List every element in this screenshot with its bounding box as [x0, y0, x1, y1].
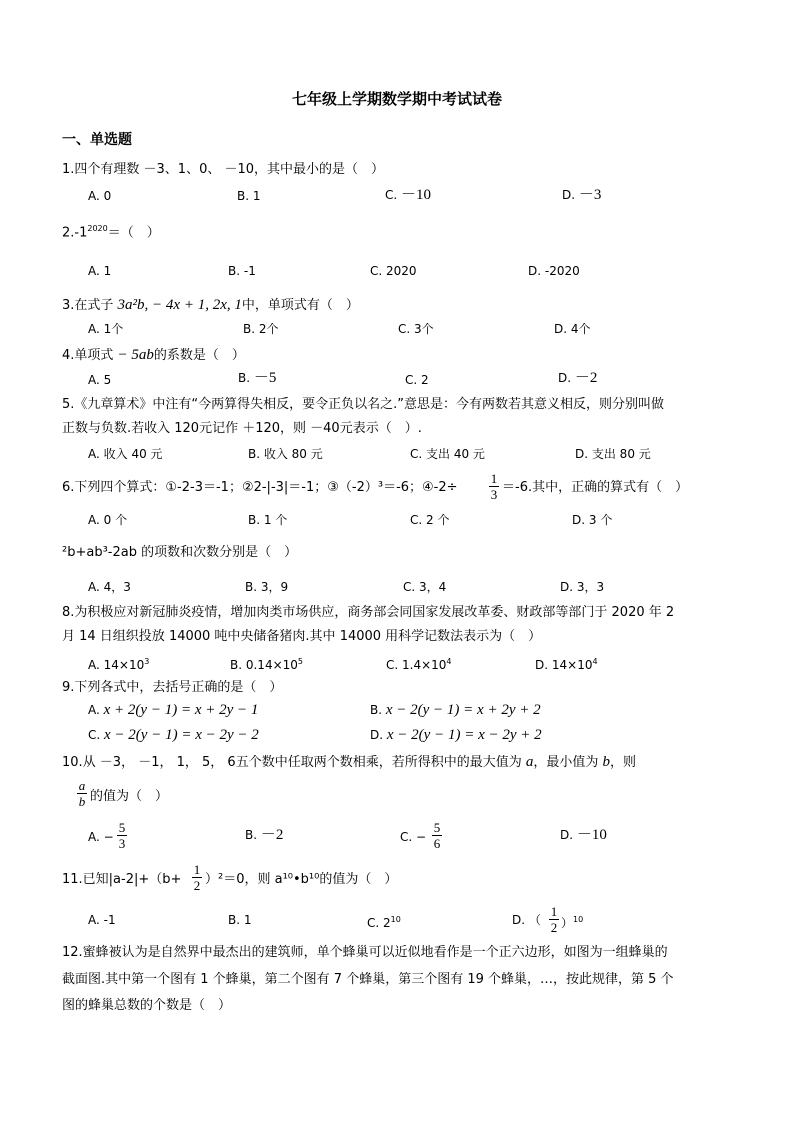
q5-option-d: D. 支出 80 元 [575, 447, 651, 461]
question-12-line1: 12.蜜蜂被认为是自然界中最杰出的建筑师，单个蜂巢可以近似地看作是一个正六边形，如图为一组蜂巢的 [62, 945, 668, 960]
q4-option-c: C. 2 [405, 373, 429, 387]
question-8-line1: 8.为积极应对新冠肺炎疫情，增加肉类市场供应，商务部会同国家发展改革委、财政部等部门于 2020 年 2 [62, 605, 675, 620]
q7-option-b: B. 3，9 [245, 580, 289, 594]
q10-fraction: a b [78, 778, 86, 809]
q10-option-c-fraction: 5 6 [433, 820, 441, 851]
q2-option-d: D. -2020 [528, 264, 580, 278]
q6-option-a: A. 0 个 [88, 513, 128, 527]
q6-option-d: D. 3 个 [572, 513, 613, 527]
question-5-line2: 正数与负数.若收入 120元记作 ＋120，则 －40元表示（ ）. [62, 421, 422, 436]
q1-option-a: A. 0 [88, 189, 112, 203]
q9-option-b: B. x − 2(y − 1) = x + 2y + 2 [370, 702, 541, 718]
q4-option-a: A. 5 [88, 373, 112, 387]
q5-option-c: C. 支出 40 元 [410, 447, 485, 461]
q5-option-a: A. 收入 40 元 [88, 447, 163, 461]
q8-option-c: C. $1.4\times 10^4$ [386, 657, 452, 672]
section-heading: 一、单选题 [62, 132, 132, 148]
q8-option-d: D. $14\times 10^4$ [535, 657, 598, 672]
question-10-stem-part2: 的值为（ ） [90, 789, 169, 804]
q11-option-d-tail: ）$^{10}$ [561, 915, 584, 930]
q3-option-a: A. 1个 [88, 322, 124, 336]
question-7-stem: ²b+ab³-2ab 的项数和次数分别是（ ） [62, 545, 298, 560]
q3-option-d: D. 4个 [554, 322, 591, 336]
q10-option-c-label: C. − [400, 830, 427, 844]
q1-option-b: B. 1 [237, 189, 261, 203]
q11-fraction: 1 2 [193, 862, 201, 893]
question-11-stem-part1: 11.已知|a-2|+（b+ [62, 872, 182, 887]
q2-option-c: C. 2020 [370, 264, 417, 278]
q2-option-a: A. 1 [88, 264, 112, 278]
q4-option-b: B. －5 [238, 370, 277, 386]
question-12-line2: 截面图.其中第一个图有 1 个蜂巢，第二个图有 7 个蜂巢，第三个图有 19 个蜂巢，…，按此规律，第 5 个 [62, 972, 674, 987]
q7-option-d: D. 3，3 [560, 580, 605, 594]
question-3-stem: 3.在式子 3a²b, − 4x + 1, 2x, 1中，单项式有（ ） [62, 297, 359, 313]
q4-option-d: D. －2 [558, 370, 598, 386]
question-8-line2: 月 14 日组织投放 14000 吨中央储备猪肉.其中 14000 用科学记数法表示为（ ） [62, 629, 542, 644]
question-9-stem: 9.下列各式中，去括号正确的是（ ） [62, 680, 283, 695]
q3-option-c: C. 3个 [398, 322, 434, 336]
q6-option-b: B. 1 个 [248, 513, 288, 527]
q11-option-c: C. $2^{10}$ [367, 915, 401, 930]
q6-fraction: 1 3 [490, 471, 498, 502]
q10-option-b: B. －2 [245, 827, 284, 843]
q10-option-a-fraction: 5 3 [118, 820, 126, 851]
q1-option-d: D. －3 [562, 187, 602, 203]
question-4-stem: 4.单项式 − 5ab的系数是（ ） [62, 347, 245, 363]
q6-option-c: C. 2 个 [410, 513, 450, 527]
question-1-stem: 1.四个有理数 －3、1、0、 －10，其中最小的是（ ） [62, 162, 385, 177]
q1-option-c: C. －10 [385, 187, 432, 203]
q7-option-a: A. 4，3 [88, 580, 131, 594]
question-11-stem-part2: ）²＝0，则 a¹⁰•b¹⁰的值为（ ） [205, 872, 398, 887]
q5-option-b: B. 收入 80 元 [248, 447, 323, 461]
q9-option-c: C. x − 2(y − 1) = x − 2y − 2 [88, 727, 259, 743]
q11-option-d-label: D. （ [512, 913, 541, 927]
question-6-stem-part1: 6.下列四个算式：①-2-3＝-1；②2-|-3|＝-1；③（-2）³＝-6；④-2÷ [62, 480, 458, 495]
q11-option-d-fraction: 1 2 [550, 904, 558, 935]
question-6-stem-part2: ＝-6.其中，正确的算式有（ ） [502, 480, 689, 495]
question-10-stem: 10.从 －3， －1， 1， 5， 6五个数中任取两个数相乘，若所得积中的最大值为 a，最小值为 b，则 [62, 754, 636, 770]
question-2-stem: $2.-1^{2020}=$（ ） [62, 224, 160, 241]
q10-option-a-label: A. − [88, 830, 114, 844]
page-title: 七年级上学期数学期中考试试卷 [291, 90, 502, 108]
question-12-line3: 图的蜂巢总数的个数是（ ） [62, 998, 232, 1013]
q3-option-b: B. 2个 [243, 322, 279, 336]
q11-option-b: B. 1 [228, 913, 252, 927]
q9-option-d: D. x − 2(y − 1) = x − 2y + 2 [370, 727, 542, 743]
q8-option-b: B. $0.14\times 10^5$ [230, 657, 303, 672]
question-5-line1: 5.《九章算术》中注有“今两算得失相反，要令正负以名之.”意思是：今有两数若其意义相反，则分别叫做 [62, 397, 665, 412]
q10-option-d: D. －10 [560, 827, 607, 843]
q11-option-a: A. -1 [88, 913, 116, 927]
q2-option-b: B. -1 [228, 264, 256, 278]
q8-option-a: A. $14\times 10^3$ [88, 657, 150, 672]
q7-option-c: C. 3，4 [403, 580, 447, 594]
q9-option-a: A. x + 2(y − 1) = x + 2y − 1 [88, 702, 259, 718]
